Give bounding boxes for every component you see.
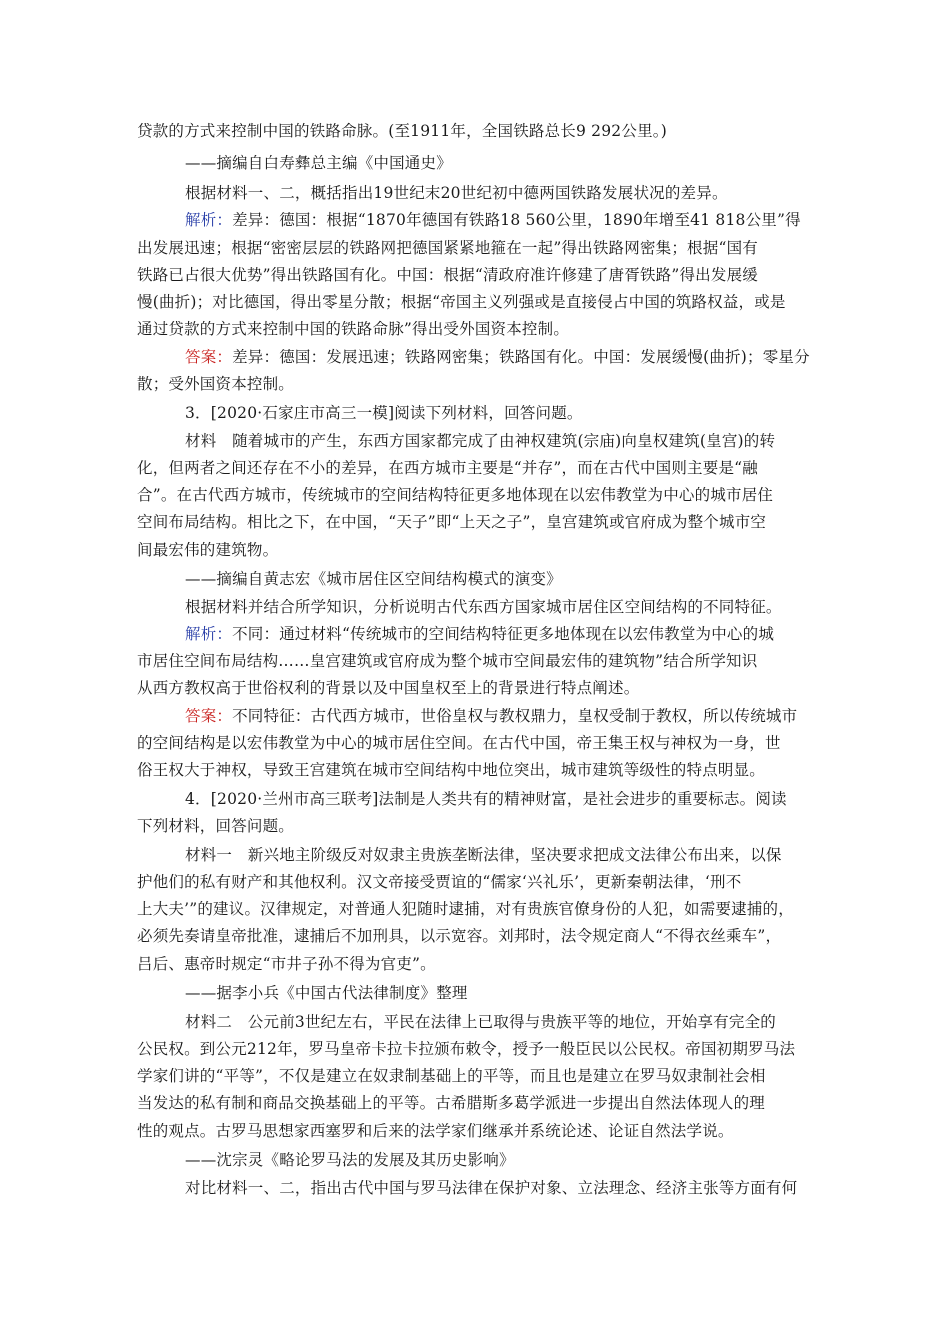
text-line: 性的观点。古罗马思想家西塞罗和后来的法学家们继承并系统论述、论证自然法学说。 [137, 1122, 734, 1140]
text-line: 铁路已占很大优势”得出铁路国有化。中国：根据“清政府准许修建了唐胥铁路”得出发展缓 [137, 266, 758, 284]
text-line: 的空间结构是以宏伟教堂为中心的城市居住空间。在古代中国，帝王集王权与神权为一身，世 [137, 734, 781, 752]
analysis-line [185, 624, 817, 644]
answer-label: 答案： [185, 348, 233, 366]
answer-text: 不同特征：古代西方城市，世俗皇权与教权鼎力，皇权受制于教权，所以传统城市 [232, 707, 798, 725]
answer-label: 答案： [185, 707, 233, 725]
text-line: 空间布局结构。相比之下，在中国，“天子”即“上天之子”，皇宫建筑或官府成为整个城市空 [137, 513, 767, 531]
question-text: 对比材料一、二，指出古代中国与罗马法律在保护对象、立法理念、经济主张等方面有何 [185, 1179, 798, 1197]
text-line: 必须先奏请皇帝批准，逮捕后不加刑具，以示宽容。刘邦时，法令规定商人“不得衣丝乘车”， [137, 927, 782, 945]
text-line: 护他们的私有财产和其他权利。汉文帝接受贾谊的“儒家‘兴礼乐’，更新秦朝法律，‘刑不 [137, 873, 742, 891]
text-line: 散；受外国资本控制。 [137, 375, 295, 393]
text-line: 上大夫’”的建议。汉律规定，对普通人犯随时逮捕，对有贵族官僚身份的人犯，如需要逮捕的， [137, 900, 794, 918]
text-line: 当发达的私有制和商品交换基础上的平等。古希腊斯多葛学派进一步提出自然法体现人的理 [137, 1094, 766, 1112]
analysis-text: 不同：通过材料“传统城市的空间结构特征更多地体现在以宏伟教堂为中心的城 [232, 625, 775, 643]
question-heading: 3．[2020·石家庄市高三一模]阅读下列材料，回答问题。 [185, 404, 583, 422]
text-line: 慢(曲折)；对比德国，得出零星分散；根据“帝国主义列强或是直接侵占中国的筑路权益，或是 [137, 293, 786, 311]
analysis-text: 差异：德国：根据“1870年德国有铁路18 560公里，1890年增至41 818公里”得 [232, 211, 801, 229]
source-citation: ——摘编自白寿彝总主编《中国通史》 [185, 154, 452, 172]
material-text: 材料一 新兴地主阶级反对奴隶主贵族垄断法律，坚决要求把成文法律公布出来，以保 [185, 846, 782, 864]
question-heading: 4．[2020·兰州市高三联考]法制是人类共有的精神财富，是社会进步的重要标志。阅读 [185, 790, 787, 808]
text-line: 吕后、惠帝时规定“市井子孙不得为官吏”。 [137, 955, 436, 973]
material-text: 材料 随着城市的产生，东西方国家都完成了由神权建筑(宗庙)向皇权建筑(皇宫)的转 [185, 432, 776, 450]
answer-line [185, 347, 817, 367]
text-line: 出发展迅速；根据“密密层层的铁路网把德国紧紧地箍在一起”得出铁路网密集；根据“国有 [137, 239, 758, 257]
text-line: 从西方教权高于世俗权利的背景以及中国皇权至上的背景进行特点阐述。 [137, 679, 640, 697]
question-text: 根据材料一、二，概括指出19世纪末20世纪初中德两国铁路发展状况的差异。 [185, 184, 728, 202]
text-line: 合”。在古代西方城市，传统城市的空间结构特征更多地体现在以宏伟教堂为中心的城市居住 [137, 486, 774, 504]
analysis-line [185, 210, 817, 230]
text-line: 化，但两者之间还存在不小的差异，在西方城市主要是“并存”，而在古代中国则主要是“融 [137, 459, 758, 477]
text-line: 贷款的方式来控制中国的铁路命脉。(至1911年，全国铁路总长9 292公里。) [137, 122, 667, 140]
text-line: 间最宏伟的建筑物。 [137, 541, 279, 559]
answer-text: 差异：德国：发展迅速；铁路网密集；铁路国有化。中国：发展缓慢(曲折)；零星分 [232, 348, 810, 366]
answer-line [185, 706, 817, 726]
source-citation: ——据李小兵《中国古代法律制度》整理 [185, 984, 468, 1002]
source-citation: ——沈宗灵《略论罗马法的发展及其历史影响》 [185, 1151, 515, 1169]
analysis-label: 解析： [185, 211, 233, 229]
text-line: 通过贷款的方式来控制中国的铁路命脉”得出受外国资本控制。 [137, 320, 570, 338]
text-line: 俗王权大于神权，导致王宫建筑在城市空间结构中地位突出，城市建筑等级性的特点明显。 [137, 761, 766, 779]
analysis-label: 解析： [185, 625, 233, 643]
text-line: 公民权。到公元212年，罗马皇帝卡拉卡拉颁布敕令，授予一般臣民以公民权。帝国初期罗马法 [137, 1040, 796, 1058]
text-line: 学家们讲的“平等”，不仅是建立在奴隶制基础上的平等，而且也是建立在罗马奴隶制社会相 [137, 1067, 766, 1085]
text-line: 下列材料，回答问题。 [137, 817, 295, 835]
source-citation: ——摘编自黄志宏《城市居住区空间结构模式的演变》 [185, 570, 562, 588]
text-line: 市居住空间布局结构……皇宫建筑或官府成为整个城市空间最宏伟的建筑物”结合所学知识 [137, 652, 758, 670]
question-text: 根据材料并结合所学知识，分析说明古代东西方国家城市居住区空间结构的不同特征。 [185, 598, 782, 616]
material-text: 材料二 公元前3世纪左右，平民在法律上已取得与贵族平等的地位，开始享有完全的 [185, 1013, 776, 1031]
